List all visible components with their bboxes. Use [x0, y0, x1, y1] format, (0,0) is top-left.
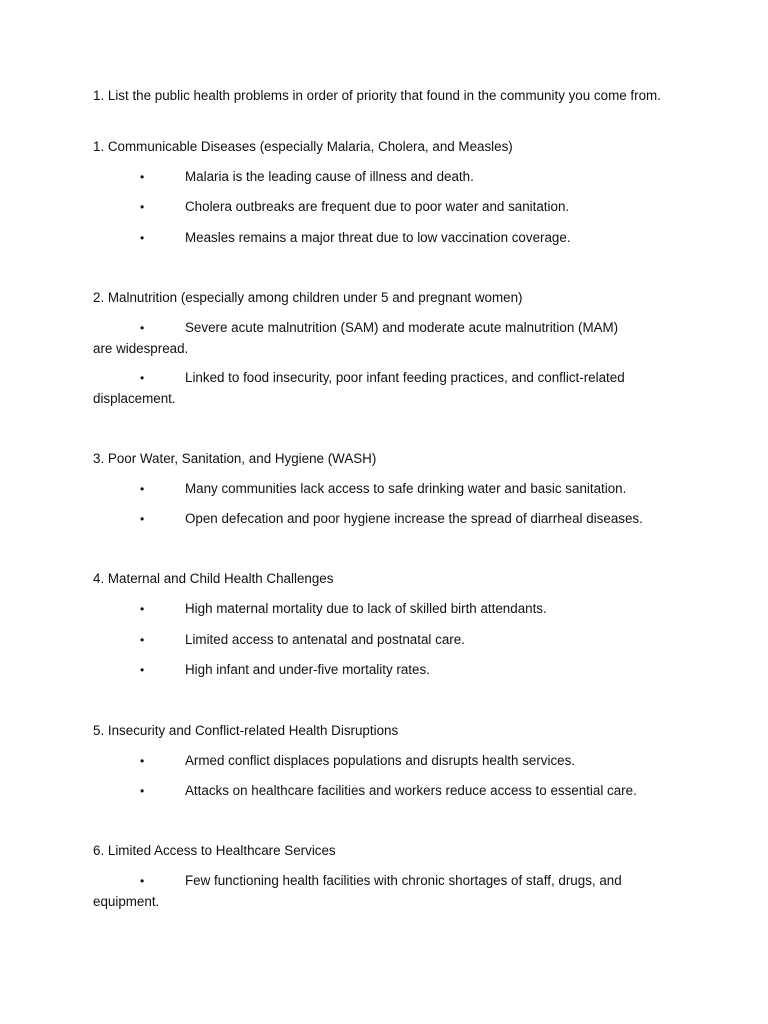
bullet-text: Severe acute malnutrition (SAM) and moderate acute malnutrition (MAM)	[185, 320, 619, 335]
bullet-icon: •	[140, 784, 145, 798]
bullet-icon: •	[140, 512, 145, 526]
bullet-text: Linked to food insecurity, poor infant feeding practices, and conflict-related	[185, 370, 625, 385]
section-heading-5: 5. Insecurity and Conflict-related Health Disruptions	[93, 723, 399, 738]
section-heading-3: 3. Poor Water, Sanitation, and Hygiene (WASH)	[93, 451, 377, 466]
bullet-text: Open defecation and poor hygiene increase the spread of diarrheal diseases.	[185, 511, 643, 526]
bullet-text-continued: are widespread.	[93, 340, 189, 356]
list-item	[93, 318, 673, 359]
question-text: 1. List the public health problems in order of priority that found in the community you come from.	[93, 88, 661, 103]
bullet-text: High maternal mortality due to lack of skilled birth attendants.	[185, 601, 547, 616]
bullet-text: Many communities lack access to safe drinking water and basic sanitation.	[185, 481, 627, 496]
bullet-icon: •	[140, 602, 145, 616]
bullet-icon: •	[140, 754, 145, 768]
section-heading-1: 1. Communicable Diseases (especially Malaria, Cholera, and Measles)	[93, 139, 513, 154]
bullet-text: Malaria is the leading cause of illness and death.	[185, 169, 474, 184]
bullet-text: Attacks on healthcare facilities and workers reduce access to essential care.	[185, 783, 637, 798]
section-heading-4: 4. Maternal and Child Health Challenges	[93, 571, 334, 586]
bullet-icon: •	[140, 874, 145, 888]
section-heading-6: 6. Limited Access to Healthcare Services	[93, 843, 336, 858]
bullet-text: Armed conflict displaces populations and disrupts health services.	[185, 753, 576, 768]
bullet-text: Measles remains a major threat due to low vaccination coverage.	[185, 230, 571, 245]
bullet-icon: •	[140, 482, 145, 496]
bullet-text: Cholera outbreaks are frequent due to poor water and sanitation.	[185, 199, 570, 214]
bullet-icon: •	[140, 170, 145, 184]
bullet-text-continued: displacement.	[93, 390, 176, 406]
bullet-icon: •	[140, 231, 145, 245]
bullet-icon: •	[140, 663, 145, 677]
bullet-icon: •	[140, 371, 145, 385]
bullet-icon: •	[140, 321, 145, 335]
bullet-text: Limited access to antenatal and postnatal care.	[185, 632, 465, 647]
bullet-icon: •	[140, 200, 145, 214]
bullet-icon: •	[140, 633, 145, 647]
bullet-text: Few functioning health facilities with chronic shortages of staff, drugs, and	[185, 873, 622, 888]
bullet-text-continued: equipment.	[93, 893, 160, 909]
bullet-text: High infant and under-five mortality rates.	[185, 662, 430, 677]
list-item	[93, 871, 673, 912]
list-item	[93, 368, 673, 409]
section-heading-2: 2. Malnutrition (especially among children under 5 and pregnant women)	[93, 290, 523, 305]
